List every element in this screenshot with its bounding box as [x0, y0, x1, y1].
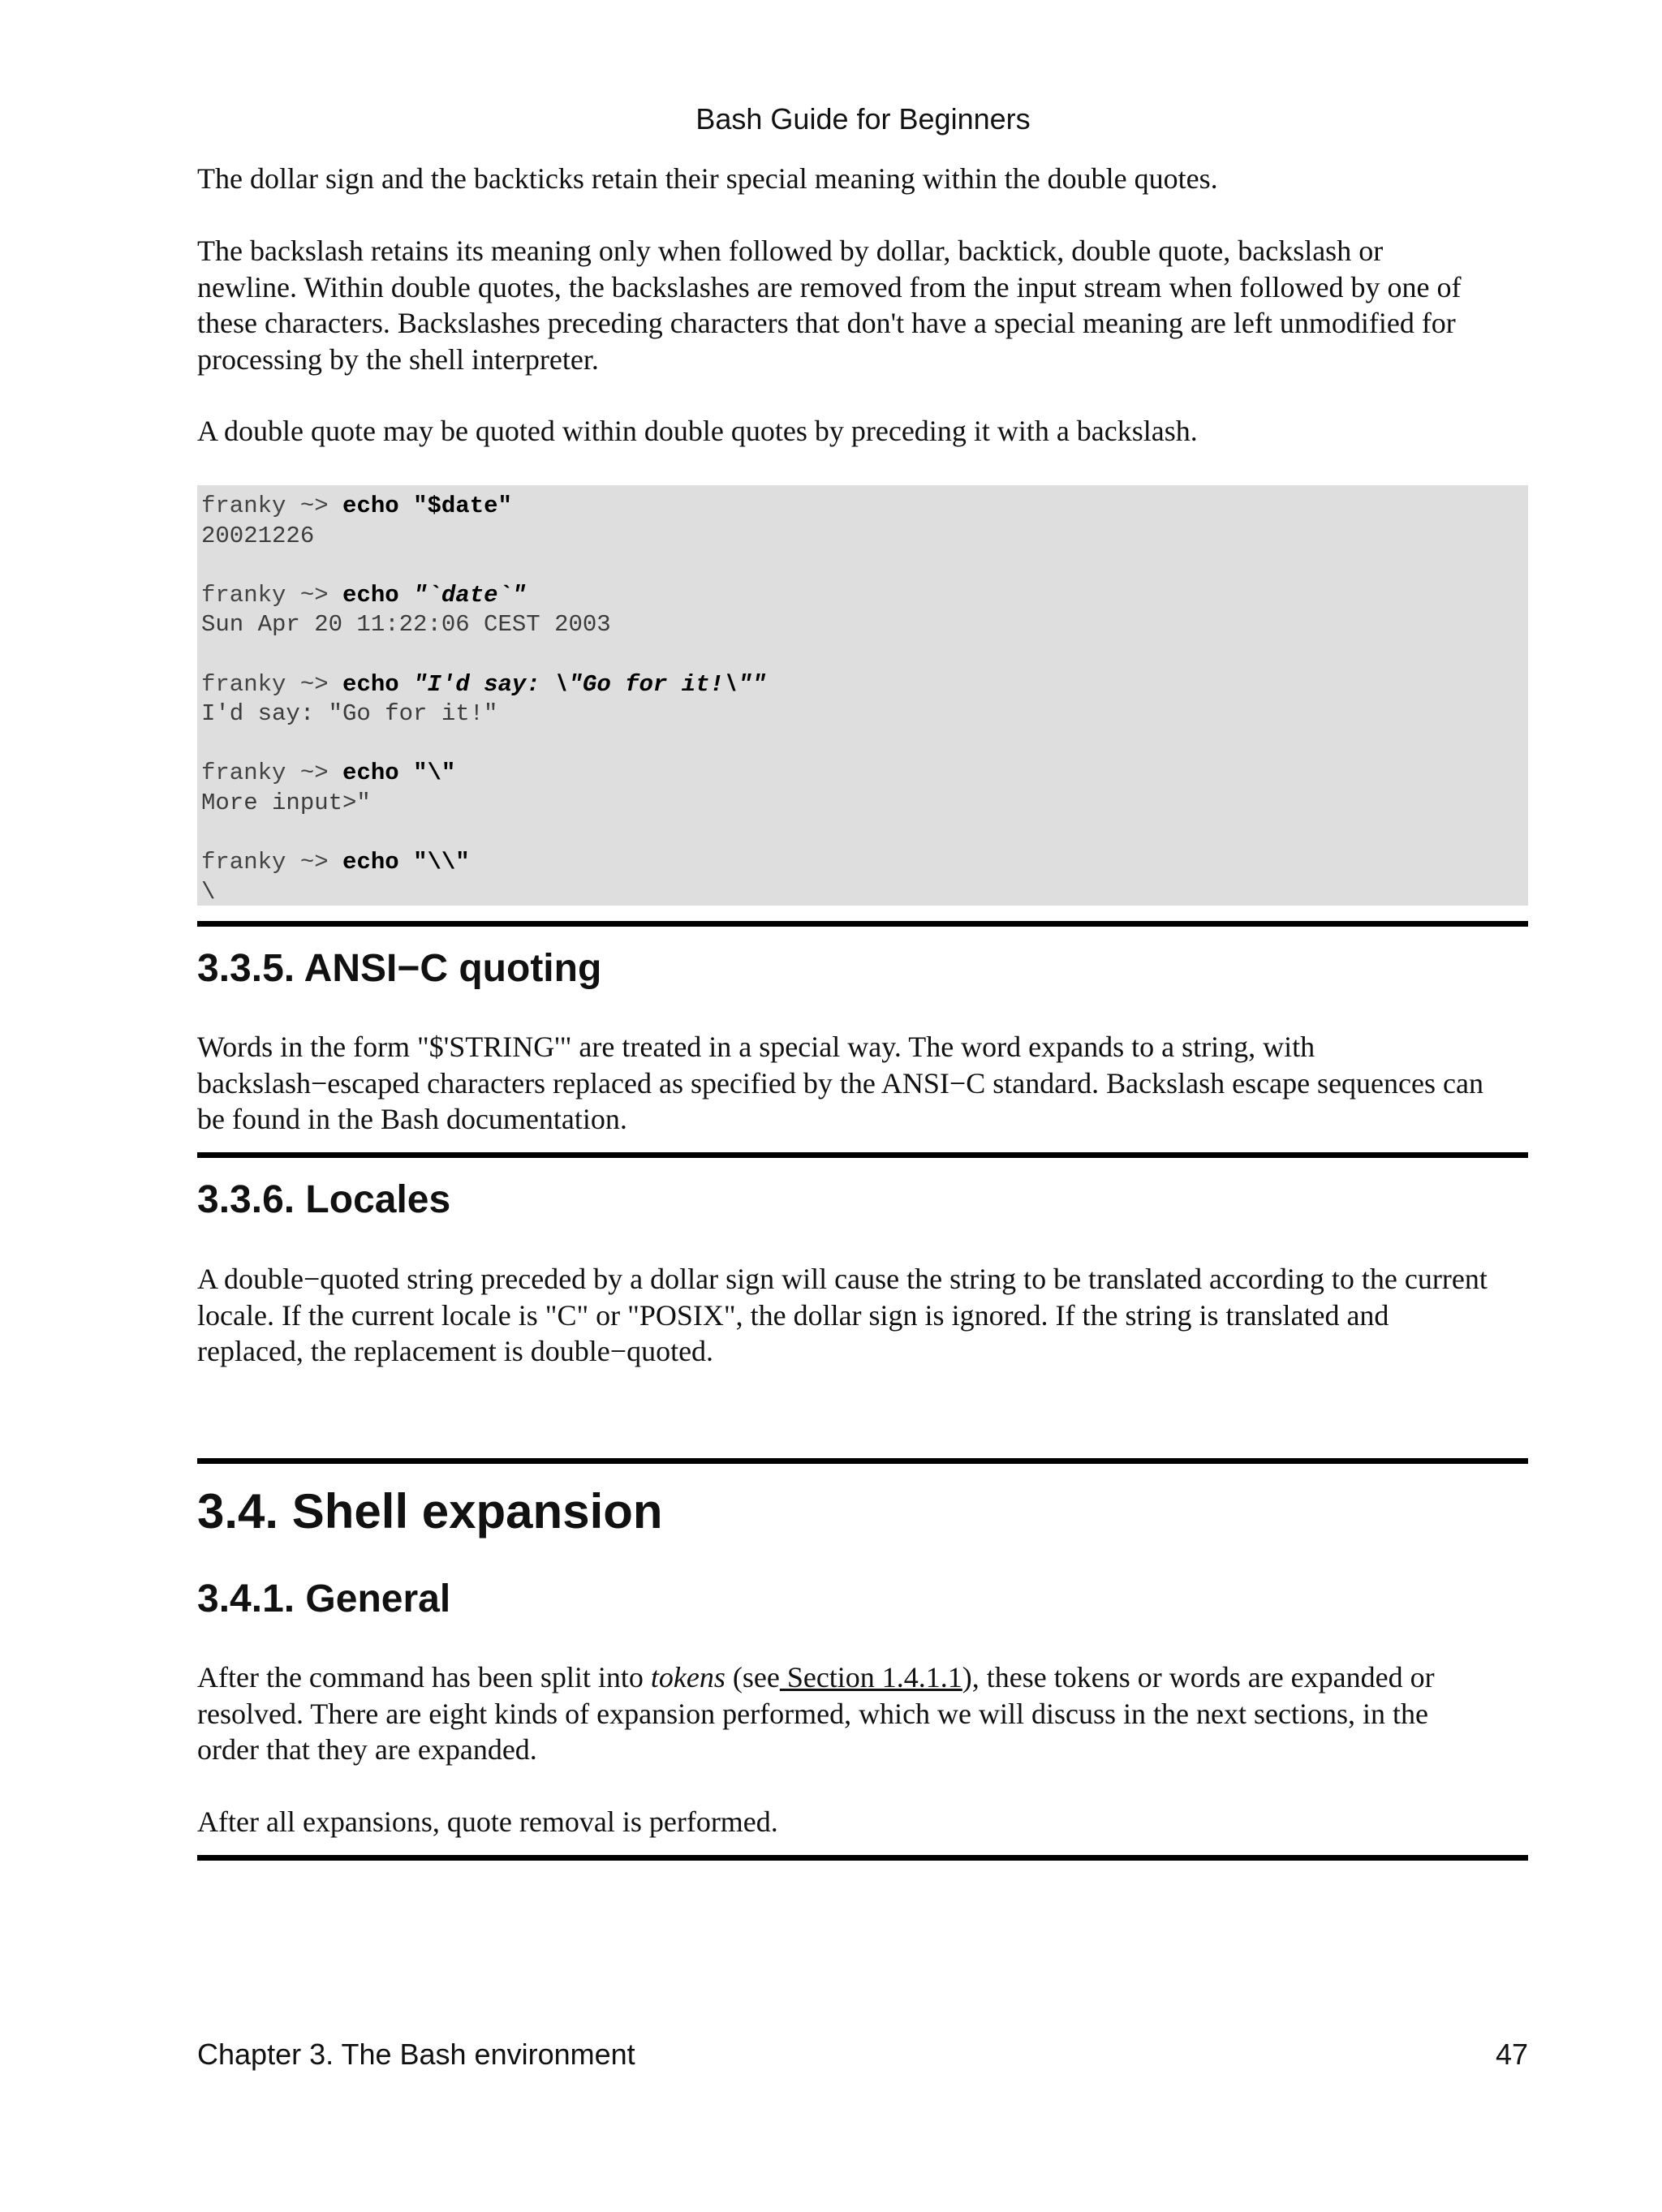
emphasis-tokens: tokens [650, 1661, 726, 1693]
paragraph-line [197, 1659, 1528, 1696]
running-header: Bash Guide for Beginners [695, 102, 1031, 136]
paragraph-line: resolved. There are eight kinds of expansion performed, which we will discuss in the next sections, in the [197, 1697, 1428, 1730]
code-argument: "I'd say: \" [413, 670, 583, 698]
paragraph-double-quote: A double quote may be quoted within double quotes by preceding it with a backslash. [197, 415, 1198, 447]
code-command: echo [342, 670, 399, 698]
code-argument: "\\" [413, 849, 470, 876]
code-argument: \"" [723, 670, 767, 698]
paragraph-line: The backslash retains its meaning only when followed by dollar, backtick, double quote, backslash or [197, 235, 1384, 267]
section-heading-ansi-c: 3.3.5. ANSI−C quoting [197, 947, 602, 990]
code-command: echo [342, 493, 399, 519]
paragraph-general [197, 1659, 1528, 1768]
section-heading-general: 3.4.1. General [197, 1577, 451, 1620]
chapter-section-divider [197, 1458, 1528, 1464]
paragraph-ansi-c [197, 1029, 1528, 1138]
code-argument: date [441, 581, 498, 609]
code-output: 20021226 [201, 522, 315, 549]
code-prompt: franky ~> [201, 760, 329, 787]
paragraph-line: order that they are expanded. [197, 1733, 537, 1766]
code-example-block [197, 485, 1528, 906]
text-run: ), these tokens or words are expanded or [962, 1661, 1435, 1693]
paragraph-line: locale. If the current locale is "C" or "POSIX", the dollar sign is ignored. If the string is translated and [197, 1298, 1389, 1332]
section-heading-shell-expansion: 3.4. Shell expansion [197, 1484, 663, 1539]
section-link-1-4-1-1[interactable]: Section 1.4.1.1 [779, 1661, 962, 1693]
code-argument: "` [413, 581, 441, 609]
section-divider [197, 1855, 1528, 1861]
text-run: After the command has been split into [197, 1661, 644, 1693]
code-command: echo [342, 760, 399, 787]
code-output: \ [201, 878, 216, 906]
text-run: (see [725, 1661, 780, 1693]
paragraph-line: be found in the Bash documentation. [197, 1103, 627, 1135]
paragraph-backslash [197, 233, 1528, 377]
code-command: echo [342, 581, 399, 609]
paragraph-dollar-backticks: The dollar sign and the backticks retain their special meaning within the double quotes. [197, 162, 1218, 195]
section-divider [197, 921, 1528, 927]
paragraph-line: newline. Within double quotes, the backslashes are removed from the input stream when followed by one of [197, 270, 1462, 303]
paragraph-line: processing by the shell interpreter. [197, 342, 599, 376]
code-argument: "$date" [413, 493, 512, 519]
paragraph-locales [197, 1261, 1528, 1370]
paragraph-line: replaced, the replacement is double−quoted. [197, 1335, 714, 1367]
code-argument: "\" [413, 760, 456, 787]
paragraph-quote-removal: After all expansions, quote removal is performed. [197, 1805, 778, 1838]
code-prompt: franky ~> [201, 581, 329, 609]
section-divider [197, 1152, 1528, 1158]
code-prompt: franky ~> [201, 493, 329, 519]
paragraph-line: A double−quoted string preceded by a dollar sign will cause the string to be translated according to the current [197, 1263, 1488, 1295]
code-argument: `" [497, 581, 527, 609]
code-output: I'd say: "Go for it!" [201, 700, 498, 728]
code-listing [201, 492, 766, 907]
paragraph-line: backslash−escaped characters replaced as specified by the ANSI−C standard. Backslash escape sequences can [197, 1066, 1483, 1100]
code-prompt: franky ~> [201, 849, 329, 876]
paragraph-line: Words in the form "$'STRING'" are treated in a special way. The word expands to a string, with [197, 1031, 1315, 1063]
code-command: echo [342, 849, 399, 876]
footer-page-number: 47 [1495, 2038, 1528, 2071]
section-heading-locales: 3.3.6. Locales [197, 1178, 451, 1221]
code-output: More input>" [201, 789, 371, 816]
code-argument: Go for it! [582, 670, 724, 698]
paragraph-line: these characters. Backslashes preceding characters that don't have a special meaning are left unmodified for [197, 307, 1456, 339]
code-output: Sun Apr 20 11:22:06 CEST 2003 [201, 611, 611, 639]
footer-chapter-title: Chapter 3. The Bash environment [197, 2038, 635, 2071]
code-prompt: franky ~> [201, 670, 329, 698]
